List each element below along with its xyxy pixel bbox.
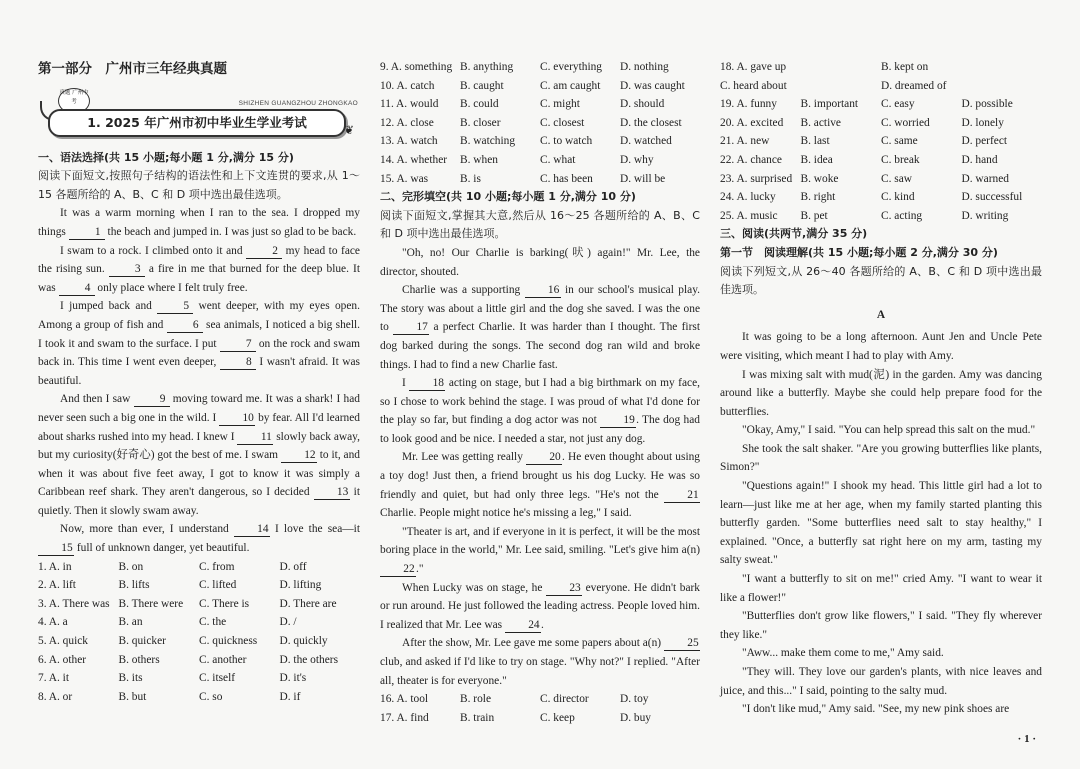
option-item: C. has been — [540, 172, 593, 185]
option-item: B. anything — [460, 61, 514, 73]
option-row — [380, 132, 700, 151]
answer-blank: 23 — [546, 581, 582, 596]
option-item: 23. A. surprised — [720, 172, 793, 185]
option-item: 14. A. whether — [380, 153, 448, 166]
option-item: D. watched — [620, 135, 672, 148]
option-item: D. dreamed of — [881, 79, 947, 92]
part-title: 第一部分 广州市三年经典真题 — [38, 61, 227, 77]
answer-blank: 22 — [380, 562, 416, 577]
option-item: C. same — [881, 135, 918, 148]
passage-paragraph: "Questions again!" I shook my head. This little girl had a lot to learn—just like me at her age, when my family started planting this butterfly garden. "Some butterflies need salt to stay healthy," I explained. "Once, a butterfly sat right here on my arm, tasting my salty sweat." — [720, 480, 1042, 567]
butterfly-icon: ❦ — [343, 122, 354, 137]
option-item: D. warned — [961, 172, 1009, 185]
option-item: D. toy — [620, 693, 649, 706]
option-item: B. others — [118, 653, 160, 666]
option-item: 18. A. gave up — [720, 61, 787, 73]
option-item: C. break — [881, 153, 920, 166]
option-row — [380, 151, 700, 170]
section2-passage — [380, 244, 700, 690]
answer-blank: 19 — [600, 413, 636, 428]
option-item: D. possible — [961, 98, 1013, 111]
option-item: 13. A. watch — [380, 135, 438, 148]
answer-blank: 13 — [314, 485, 350, 500]
page-number: · 1 · — [1017, 733, 1036, 745]
passage-paragraph: She took the salt shaker. "Are you growing butterflies like plants, Simon?" — [720, 442, 1042, 474]
passage-paragraph: "Butterflies don't grow like flowers," I said. "They fly wherever they like." — [720, 610, 1042, 641]
option-item: C. am caught — [540, 79, 601, 92]
section2-instructions: 阅读下面短文,掌握其大意,然后从 16～25 各题所给的 A、B、C 和 D 项中选出最佳选项。 — [380, 208, 700, 241]
passage-paragraph: "They will. They love our garden's plants, with nice leaves and juice, and this..." I said, pointing to the salty mud. — [720, 666, 1042, 697]
passage-label: A — [876, 308, 886, 321]
option-item: D. nothing — [620, 61, 669, 73]
answer-blank: 3 — [109, 262, 145, 277]
option-item: D. lonely — [961, 116, 1004, 129]
option-item: B. but — [118, 690, 147, 703]
option-item: B. could — [460, 98, 499, 111]
option-item: D. buy — [620, 711, 652, 724]
logo-badge: 真题 广州中考 — [58, 88, 90, 114]
section3-heading: 三、阅读(共两节,满分 35 分) — [720, 227, 868, 241]
option-row — [38, 651, 360, 670]
passage-paragraph: "Aww... make them come to me," Amy said. — [742, 647, 944, 660]
option-item: 3. A. There was — [38, 597, 110, 610]
answer-blank: 10 — [219, 411, 255, 426]
answer-blank: 25 — [664, 636, 700, 651]
answer-blank: 20 — [526, 450, 562, 465]
option-row — [720, 151, 1042, 170]
option-item: 12. A. close — [380, 116, 434, 129]
option-item: B. closer — [460, 116, 501, 129]
answer-blank: 16 — [525, 283, 561, 298]
section3-instructions: 阅读下列短文,从 26～40 各题所给的 A、B、C 和 D 项中选出最佳选项。 — [720, 264, 1042, 297]
option-item: 8. A. or — [38, 690, 73, 703]
option-item: 19. A. funny — [720, 98, 777, 111]
answer-blank: 15 — [38, 541, 74, 556]
option-item: 24. A. lucky — [720, 191, 776, 204]
option-item: 10. A. catch — [380, 79, 435, 92]
option-row — [38, 669, 360, 688]
option-item: B. caught — [460, 79, 504, 92]
section2-options-18 — [720, 58, 1042, 95]
passage-paragraph: I jumped back and 5 went deeper, with my eyes open. Among a group of fish and 6 sea animals, I noticed a big shell. I took it and swam to the surface. I put 7 on the rock and swam back in. This time I went even deeper, 8 I wasn't afraid. It was beautiful. — [38, 300, 360, 387]
option-item: B. an — [118, 616, 143, 629]
option-item: C. director — [540, 693, 589, 706]
option-item: C. so — [199, 690, 223, 703]
option-item: C. There is — [199, 597, 250, 610]
option-row — [720, 95, 1042, 114]
option-item: C. acting — [881, 209, 923, 222]
answer-blank: 2 — [246, 244, 282, 259]
option-item: B. when — [460, 153, 498, 166]
option-item: B. right — [800, 191, 836, 204]
option-item: D. quickly — [279, 635, 328, 648]
answer-blank: 11 — [237, 430, 273, 445]
option-item: D. if — [279, 690, 301, 703]
option-item: C. closest — [540, 116, 585, 129]
option-item: 16. A. tool — [380, 693, 429, 706]
answer-blank: 4 — [59, 281, 95, 296]
option-item: D. There are — [279, 597, 337, 610]
answer-blank: 12 — [281, 448, 317, 463]
option-item: B. important — [800, 98, 859, 111]
section1-heading: 一、语法选择(共 15 小题;每小题 1 分,满分 15 分) — [38, 150, 294, 164]
option-item: C. what — [540, 153, 576, 166]
section3-subheading: 第一节 阅读理解(共 15 小题;每小题 2 分,满分 30 分) — [720, 245, 998, 259]
option-item: B. watching — [460, 135, 516, 148]
answer-blank: 14 — [234, 522, 270, 537]
option-row — [380, 58, 700, 77]
option-item: 5. A. quick — [38, 635, 88, 648]
option-row — [38, 595, 360, 614]
option-item: C. worried — [881, 116, 930, 129]
option-item: C. might — [540, 98, 580, 111]
passage-paragraph: Now, more than ever, I understand 14 I love the sea—it 15 full of unknown danger, yet beautiful. — [38, 520, 360, 557]
passage-paragraph: "I want a butterfly to sit on me!" cried Amy. "I want to wear it like a flower!" — [720, 573, 1042, 604]
option-item: C. kind — [881, 191, 915, 204]
option-item: C. another — [199, 653, 247, 666]
option-item: 21. A. new — [720, 135, 770, 148]
option-row — [720, 58, 1042, 77]
section1-passage — [38, 204, 360, 557]
passage-paragraph: "Okay, Amy," I said. "You can help spread this salt on the mud." — [742, 424, 1036, 437]
option-item: B. There were — [118, 597, 184, 610]
option-item: D. will be — [620, 172, 666, 185]
option-item: 6. A. other — [38, 653, 87, 666]
reading-passage-a — [720, 328, 1042, 718]
option-item: 4. A. a — [38, 616, 68, 629]
option-item: C. lifted — [199, 579, 237, 592]
option-row — [380, 170, 700, 189]
option-item: 11. A. would — [380, 98, 439, 111]
passage-paragraph: "Oh, no! Our Charlie is barking(吠) again!" Mr. Lee, the director, shouted. — [380, 246, 700, 278]
option-item: C. heard about — [720, 79, 787, 92]
exam-banner — [38, 83, 360, 143]
option-item: B. idea — [800, 153, 833, 166]
passage-paragraph: I 18 acting on stage, but I had a big birthmark on my face, so I chose to work behind the stage. I was proud of what I'd done for the play so far, but finding a dog actor was not 19. The dog had to look good and be nice. I needed a star, not just any dog. — [380, 377, 700, 445]
option-item: B. kept on — [881, 61, 929, 73]
answer-blank: 17 — [393, 320, 429, 335]
option-item: D. the closest — [620, 116, 682, 129]
passage-paragraph: I was mixing salt with mud(泥) in the garden. Amy was dancing around like a butterfly. Maybe she could help prepare food for the butterflies. — [720, 368, 1042, 418]
passage-paragraph: "I don't like mud," Amy said. "See, my new pink shoes are — [742, 703, 1010, 716]
option-row — [720, 188, 1042, 207]
option-row — [720, 207, 1042, 226]
option-item: B. train — [460, 711, 495, 724]
section2-options — [380, 690, 700, 727]
option-item: D. was caught — [620, 79, 685, 92]
option-item: D. the others — [279, 653, 339, 666]
option-item: D. should — [620, 98, 665, 111]
option-item: 17. A. find — [380, 711, 429, 724]
passage-paragraph: "Theater is art, and if everyone in it is perfect, it will be the most boring place in the world," Mr. Lee said, smiling. "Let's give him a(n) 22." — [380, 525, 700, 576]
section1-instructions: 阅读下面短文,按照句子结构的语法性和上下文连贯的要求,从 1～15 各题所给的 A、B、C 和 D 项中选出最佳选项。 — [38, 169, 360, 201]
answer-blank: 9 — [134, 392, 170, 407]
option-item: B. active — [800, 116, 841, 129]
option-item: C. keep — [540, 711, 575, 724]
option-item: B. lifts — [118, 579, 150, 592]
option-item: C. saw — [881, 172, 913, 185]
option-row — [380, 114, 700, 133]
option-item: D. it's — [279, 672, 307, 685]
column-1 — [38, 58, 360, 706]
option-row — [380, 690, 700, 709]
option-row — [720, 170, 1042, 189]
option-row — [380, 709, 700, 728]
passage-paragraph: I swam to a rock. I climbed onto it and 2 my head to face the rising sun. 3 a fire in me that burned for the deep blue. It was 4 only place where I felt truly free. — [38, 244, 360, 294]
option-row — [720, 114, 1042, 133]
passage-paragraph: When Lucky was on stage, he 23 everyone. He didn't bark or run around. He just followed the leading actress. People loved him. I realized that Mr. Lee was 24. — [380, 581, 700, 631]
option-row — [38, 613, 360, 632]
option-row — [38, 558, 360, 577]
option-item: D. why — [620, 153, 654, 166]
option-item: B. is — [460, 172, 481, 185]
option-item: 22. A. chance — [720, 153, 782, 166]
passage-paragraph: And then I saw 9 moving toward me. It was a shark! I had never seen such a big one in the wild. I 10 by fear. All I'd learned about sharks rushed into my head. I knew I 11 slowly back away, but my curiosity(好奇心) got the best of me. I swam 12 to it, and when it was about five feet away, I got to know it was simply a Caribbean reef shark. They aren't dangerous, so I decided 13 it quietly. Then it slowly swam away. — [38, 393, 361, 517]
option-item: D. writing — [961, 209, 1009, 222]
answer-blank: 1 — [69, 225, 105, 240]
option-item: D. perfect — [961, 135, 1008, 148]
section2-heading: 二、完形填空(共 10 小题;每小题 1 分,满分 10 分) — [380, 190, 636, 204]
option-item: 20. A. excited — [720, 116, 784, 129]
answer-blank: 6 — [167, 318, 203, 333]
option-item: B. on — [118, 560, 144, 573]
option-item: 25. A. music — [720, 209, 778, 222]
option-row — [380, 77, 700, 96]
option-item: D. off — [279, 560, 307, 573]
option-item: 9. A. something — [380, 61, 453, 73]
option-item: D. / — [279, 616, 297, 629]
option-item: 15. A. was — [380, 172, 429, 185]
option-item: 7. A. it — [38, 672, 70, 685]
option-item: B. its — [118, 672, 143, 685]
option-row — [38, 632, 360, 651]
answer-blank: 5 — [157, 299, 193, 314]
answer-blank: 24 — [505, 618, 541, 633]
option-item: B. last — [800, 135, 830, 148]
option-item: D. successful — [961, 191, 1023, 204]
column-2 — [380, 58, 700, 727]
option-item: C. quickness — [199, 635, 258, 648]
section1-options — [38, 558, 360, 707]
option-row — [380, 95, 700, 114]
option-row — [720, 77, 1042, 96]
option-item: D. hand — [961, 153, 998, 166]
answer-blank: 8 — [220, 355, 256, 370]
answer-blank: 21 — [664, 488, 700, 503]
option-item: C. itself — [199, 672, 236, 685]
option-item: C. the — [199, 616, 227, 629]
exam-title: 1. 2025 年广州市初中毕业生学业考试 — [87, 114, 307, 130]
banner-pinyin: SHIZHEN GUANGZHOU ZHONGKAO — [238, 99, 358, 107]
passage-paragraph: It was a warm morning when I ran to the sea. I dropped my things 1 the beach and jumped in. I was just so glad to be back. — [38, 207, 360, 238]
option-item: D. lifting — [279, 579, 322, 592]
section2-options-continued — [720, 95, 1042, 225]
banner-title-box — [48, 109, 346, 137]
option-item: B. quicker — [118, 635, 166, 648]
passage-paragraph: Charlie was a supporting 16 in our school's musical play. The story was about a little girl and the dog she saved. I was the one to 17 a perfect Charlie. It was harder than I thought. The first dog barked during the songs. The second dog ran wild and broke things. I had to find a new Charlie fast. — [380, 284, 700, 371]
option-item: C. easy — [881, 98, 915, 111]
option-item: C. everything — [540, 61, 603, 73]
passage-paragraph: Mr. Lee was getting really 20. He even thought about using a toy dog! Just then, a friend brought us his dog Lucky. He was so friendly and quiet, but had only three legs. "He's not the 21 Charlie. People might notice he's missing a leg," I said. — [380, 451, 700, 520]
answer-blank: 7 — [220, 337, 256, 352]
option-item: C. to watch — [540, 135, 593, 148]
option-item: B. pet — [800, 209, 828, 222]
option-item: 2. A. lift — [38, 579, 76, 592]
section1-options-continued — [380, 58, 700, 188]
option-row — [38, 576, 360, 595]
column-3 — [720, 58, 1042, 719]
passage-paragraph: After the show, Mr. Lee gave me some papers about a(n) 25 club, and asked if I'd like to try on stage. "Why not?" I replied. "After all, theater is for everyone." — [380, 637, 700, 687]
passage-paragraph: It was going to be a long afternoon. Aunt Jen and Uncle Pete were visiting, which meant I had to play with Amy. — [720, 331, 1042, 362]
option-item: B. woke — [800, 172, 839, 185]
answer-blank: 18 — [409, 376, 445, 391]
option-row — [38, 688, 360, 707]
option-row — [720, 132, 1042, 151]
option-item: B. role — [460, 693, 492, 706]
option-item: C. from — [199, 560, 235, 573]
option-item: 1. A. in — [38, 560, 72, 573]
